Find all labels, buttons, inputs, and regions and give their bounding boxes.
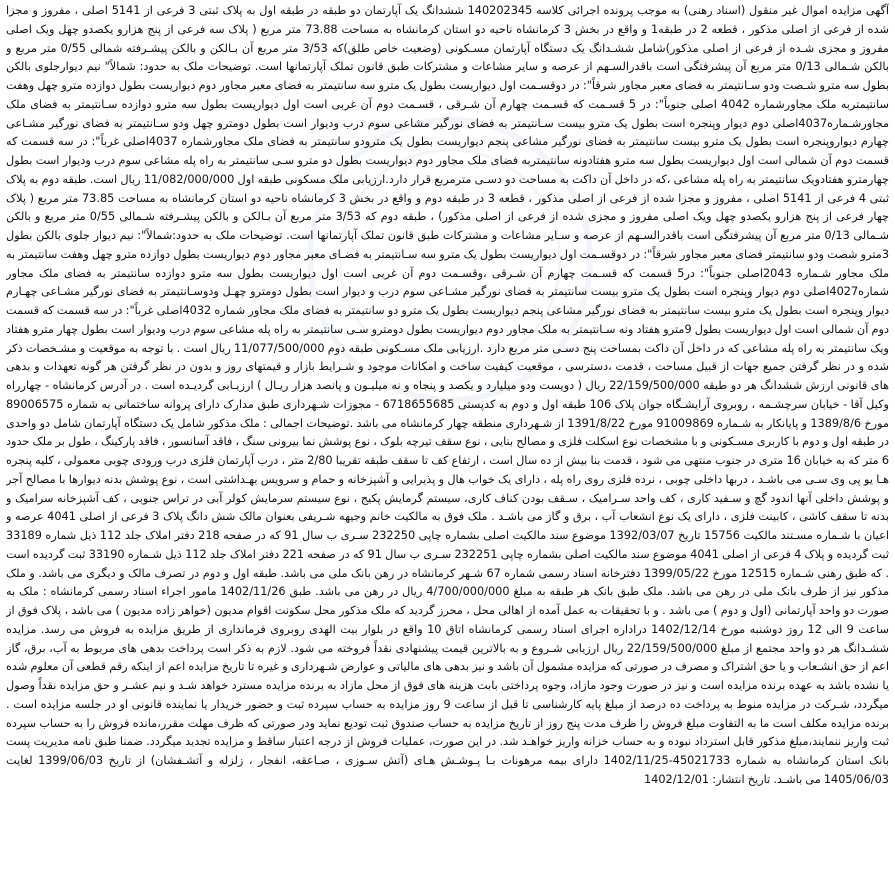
auction-notice	[6, 2, 889, 889]
auction-notice-text: آگهی مزایده اموال غیر منقول (اسناد رهنی) به موجب پرونده اجرائی کلاسه 140202345 ششدانگ یک آپارتمان دو طبقه در طبقه اول به پلاک ثبتی 3 فرعی از 5141 اصلی ، مفروز و مجزا شده از فرعی از اصلی مذکور ، قطعه 2 در طبقه1 و واقع در بخش 3 کرمانشاه ناحیه دو استان کرمانشاه به مساحت 73.88 متر مربع ( پلاک سه فرعی از پنج هزارو یکصدو چهل ویک اصلی مفروز و مجزی شـده از فرعی از اصلی مذکور)شامل ششـدانگ یک دستگاه آپارتمان مسـکونی (وضعیت خاص طلق)که 3/53 متر مربع آن بـالکن و بالکن پیشـرفته شمالی 0/55 متر مربع و بالکن شـمالی 0/13 متر مربع آن پیشرفتگی است باقدرالسـهم از عرصه و سایر مشاعات و مشترکات طبق قانون تملک آپارتمانها است. توضیحات ملک به حدود: شمالاً" نیم دیوارجلوی بالکن بطول سه مترو شـصت ودو سـانتیمتر به فضای معبر مجاور شرقاً": در دوقسـمت اول دیواریست بطول یک مترو سه سانتیمتر به فضای معبر مجاور دوم دیواریست بطول دوازده مترو چهل وهفت سانتیمتربه ملک مجاورشماره 4042 اصلی جنوباً": در 5 قسـمت که قسـمت چهارم آن شـرقی ، قسـمت دوم آن غربی است اول دیواریست بطول سه مترو دوازده سـانتیمتر به فضای ملک مجاورشـماره4037اصلی دوم دیوار وپنجره است بطول یک مترو بیست سـانتیمتر به فضای نورگیر مشاعی سوم درب ودیوار است بطول دومترو چهل ودو سـانتیمتر به فضای نورگیر مشـاعی چهارم دیواروپنجره است بطول یک مترو بیست سانتیمتر به فضای نورگیر مشاعی پنجم دیواریست بطول یک مترودو سانتیمتر به فضای ملک مجاورشماره 4037اصلی غرباً": در سه قسمت که قسمت دوم آن شمالی است اول دیواریست بطول سه مترو هفتادونه سانتیمتربه فضای ملک مجاور دوم دیواریست بطول دو مترو سـی سانتیمتر به راه پله مشاعی سوم درب ودیوار است بطول چهارمترو هفتادویک سانتیمتر به راه پله مشاعی ،که در داخل آن داکت به مساحت دو دسـی مترمربع قرار دارد.ارزیابی ملک مسکونی طبقه اول 11/082/000/000 ریال است. طبقه دوم به پلاک ثبتی 4 فرعی از 5141 اصلی ، مفروز و مجزا شده از فرعی از اصلی مذکور ، قطعه 3 در طبقه دوم و واقع در بخش 3 کرمانشاه ناحیه دو استان کرمانشاه به مساحت 73.85 متر مربع ( پلاک چهار فرعی از پنج هزارو یکصدو چهل ویک اصلی مفروز و مجزی شده از فرعی از اصلی مذکور) ، طبقه دوم که 3/53 متر مربع آن بـالکن و بالکن پیشـرفته شـمالی 0/55 متر مربع و بالکن شـمالی 0/13 متر مربع آن پیشرفتگی است باقدرالسـهم از عرصه و سـایر مشاعات و مشترکات طبق قانون تملک آپارتمانها است. توضیحات ملک به حدود:شمالاً": نیم دیوار جلوی بالکن بطول 3مترو شصت ودو سانتیمتر فضای معبر مجاور شرقاً": در دوقسـمت اول دیواریست بطول یک مترو سه سـانتیمتر به فضـای معبر مجاور دوم دیواریست بطول دوازده مترو چهل وهفت سانتیمتر به ملک مجاور شـماره 2043اصلی جنوباً": در5 قسمت که قسـمت چهارم آن شـرقی ،وقسـمت دوم آن غربی است اول دیواریست بطول سه مترو دوازده سانتیمتر به فضای ملک مجاور شماره4027اصلی دوم دیوار وپنجره است بطول یک مترو بیست سانتیمتر به فضای نورگیر مشـاعی سوم درب و دیوار است بطول دومترو چهـل ودوسـانتیمتر به فضای نورگیر مشـاعی چهـارم دیوار وپنجره است بطول یک مترو بیست سانتیمتر به فضای نورگیر مشاعی پنجم دیواریست بطول یک مترو دو سانتیمتر به فضای ملک مجاور شماره 4032اصلی غرباً": در سه قسمت که قسمت دوم آن شمالی است اول دیواریست بطول 9مترو هفتاد ونه سـانتیمتر به ملک مجاور دوم دیواریست بطول دومترو سـی سانتیمتر به راه پله مشاعی سوم درب ودیوار است بطول چهار مترو هفتاد ویک سانتیمتر به راه پله مشاعی که در داخل آن داکت بمساحت پنج دسـی متر مربع دارد .ارزیابی ملک مسـکونی طبقه دوم 11/077/500/000 ریال است . با توجه به موقعیت و مشـخصات ذکر شده و در نظر گرفتن جمیع جهات از قبیل مساحت ، قدمت ،دسترسی ، موقعیت کیفیت ساخت و امکانات موجود و شـرایط بازار و قیمتهای روز و بدون در نظر گرفتن هر گونه تعهدات و بدهی های قانونی ارزش ششدانگ هر دو طبقه 22/159/500/000 ریال ( دویست ودو میلیارد و یکصد و پنجاه و نه میلیـون و پانصد هزار ریـال ) ارزیـابی گردیـده است . در آدرس کرمانشاه - چهارراه وکیل آقا - خیابان سرچشـمه ، روبروی آرایشـگاه جوان پلاک 106 طبقه اول و دوم به کدپستی 6718655685 - مجوزات شـهرداری طبق مدارک دارای پروانه ساختمانی به شماره 89006575 مورخ 1389/8/6 و پایانکار به شـماره 91009869 مورخ 1391/8/22 از شـهرداری منطقه چهار کرمانشاه می باشد .توضیحات اجمالی : ملک مذکور شامل یک دستگاه آپارتمان شامل دو واحدی در طبقه اول و دوم با کاربری مسـکونی و با مشخصات نوع اسکلت فلزی و مصالح بنایی ، نوع سقف تیرچه بلوک ، نوع پوشش نما بیرونی سنگ ، فاقد آسانسور ، فاقد پارکینگ ، طول بر ملک حدود 6 متر که به خیابان 16 متری در جنوب منتهی می شود ، قدمت بنا بیش از ده سال است ، ارتفاع کف تا سقف طبقه تقریبا 2/80 متر ، درب آپارتمان فلزی درب ورودی چوبی معمولی ، کلیه پنجره هـا یو پی وی سـی می باشـد ، دربها داخلی چوبی ، نرده فلزی روی راه پله ، دارای یک خواب هال و پذیرایی و آشپزخانه و حمام و سرویس بهـداشتی است ، نوع پوشش بدنه دیوارها با مصالح آجر و پوشش داخلی آنها اندود گچ و سـفید کاری ، کف واحد سـرامیک ، سـقف بودن کناف کاری، سیستم گرمایش پکیج ، نوع سیستم سرمایش کولر آبی در تراس جنوبی ، کف آشپزخانه سرامیک و بدنه تا سقف کاشی ، کابینت فلزی ، دارای یک نوع انشعاب آب ، برق و گاز می باشـد . ملک فوق به مالکیت خانم وجیهه شـریفی بعنوان مالک شش دانگ پلاک 3 فرعی از اصلی 4041 عرصه و اعیان با شـماره مسـتند مالکیت 15756 تاریخ 1392/03/07 موضوع سند مالکیت اصلی بشماره چاپی 232250 سـری ب سال 91 که در صفحه 218 دفتر املاک جلد 112 ذیل شماره 33189 ثبت گردیده و پلاک 4 فرعی از اصلی 4041 موضوع سند مالکیت اصلی بشماره چاپی 232251 سـری ب سال 91 که در صفحه 221 دفتر املاک جلد 112 ذیل شـماره 33190 ثبت گردیده است . که طبق رهنی شـماره 12515 مورخ 1399/05/22 دفترخانه اسناد رسمی شماره 67 شـهر کرمانشاه در رهن بانک ملی می باشد. طبقه اول و دوم در تصرف مالک و دیگری می باشد. و ملک مذکور نیز از طرف بانک ملی در رهن می باشد. ملک طبق بانک هر طبقه به مبلغ 4/700/000/000 ریال در رهن می باشد. طبق 1402/11/26 مامور اجراء اسناد رسمی کرمانشاه : ملک به صورت دو واحد آپارتمانی (اول و دوم ) می باشد . و با تحقیقات به عمل آمده از اهالی محل ، محرز گردید که ملک مذکور محل سکونت اقوام مدیون (خواهر زاده مدیون ) می باشد ، پلاک فوق از ساعت 9 الی 12 روز دوشنبه مورخ 1402/12/14 دراداره اجرای اسناد رسمی کرمانشاه اتاق 10 واقع در بلوار بیت الهدی روبروی فرمانداری از طریق مزایده به فروش می رسد. مزایده ششـدانگ هر دو واحد مجتمع از مبلغ 22/159/500/000 ریال ارزیابی شـروع و به بالاترین قیمت پیشنهادی نقداً فروخته می شود. لازم به ذکر است پرداخت بدهی های مربوط به آب، برق، گاز اعم از حق انشـعاب و یا حق اشتراک و مصرف در صورتی که مزایده مشمول آن باشد و نیز بدهی های مالیاتی و عوارض شـهرداری و غیره تا تاریخ مزایده اعم از اینکه رقم قطعی آن معلوم شده یا نشده باشد به عهده برنده مزایده است و نیز در صورت وجود مازاد، وجوه پرداختی بابت هزینه های فوق از محل مازاد به برنده مزایده مسترد خواهد شـد و نیم عشـر و حق مزایده نقداً وصول میگردد، شـرکت در مزایده منوط به پرداخت ده درصد از مبلغ پایه کارشناسی تا قبل از ساعت 9 روز مزایده به حساب سپرده ثبت و حضور خریدار یا نماینده قانونی او در جلسه مزایده است . برنده مزایده مکلف است ما به التفاوت مبلغ فروش را ظرف مدت پنج روز از تاریخ مزایده به حساب صندوق ثبت تودیع نماید ودر صورتی که ظرف مهلت مقرر،مانده فروش را به حساب سپرده ثبت واریز ننمایند،مبلغ مذکور قابل استرداد نبوده و به حساب خزانه واریز خواهـد شد. در این صورت، عملیات فروش از درجه اعتبار ساقط و مزایده تجدید میگردد. ضمنا طبق نامه مدیریت پست بانک استان کرمانشاه به شماره 45021733-1402/11/25 دارای بیمه مرهونات بـا پـوشـش هـای (آتش سـوزی ، صـاعقه، انفجار ، زلزله و آتشـفشان) از تاریخ 1399/06/03 لغایت 1405/06/03 می باشـد. تاریخ انتشار: 1402/12/01	[6, 4, 889, 786]
